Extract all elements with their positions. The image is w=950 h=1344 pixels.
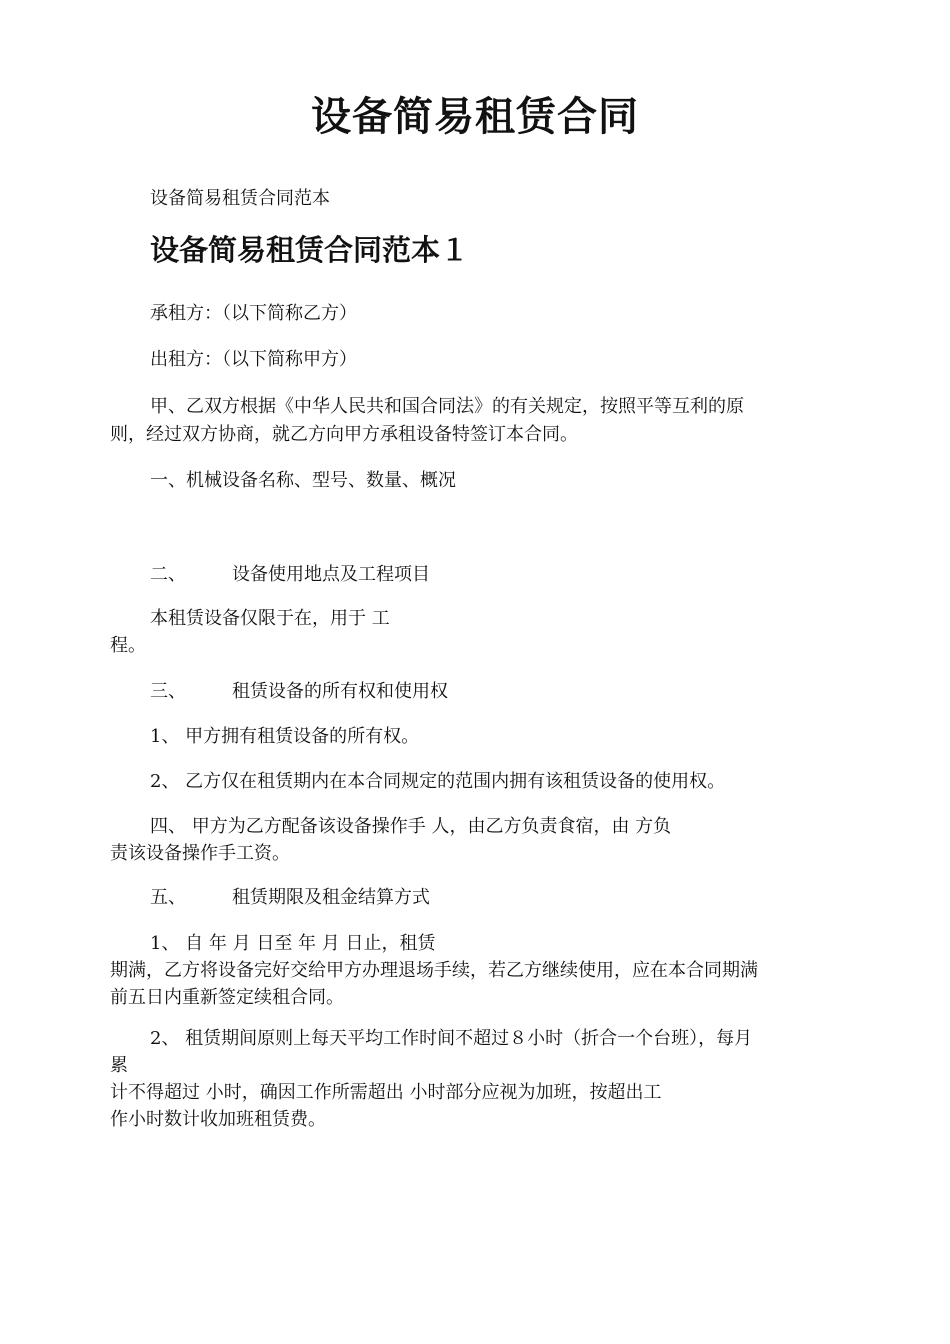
clause-5-item-2-line-2: 累 <box>110 1055 128 1076</box>
clause-3-item-1: 1、 甲方拥有租赁设备的所有权。 <box>150 726 420 747</box>
clause-2-text: 设备使用地点及工程项目 <box>232 564 430 585</box>
clause-5-item-2-line-1: 2、 租赁期间原则上每天平均工作时间不超过８小时（折合一个台班），每月 <box>150 1028 753 1049</box>
clause-5-heading <box>150 884 430 912</box>
clause-5-item-1-line-1: 1、 自 年 月 日至 年 月 日止，租赁 <box>150 933 436 954</box>
lessor-line: 出租方：（以下简称甲方） <box>150 349 357 370</box>
clause-3-text: 租赁设备的所有权和使用权 <box>232 681 448 702</box>
clause-2-number: 二、 <box>150 564 186 585</box>
clause-5-item-2-line-4: 作小时数计收加班租赁费。 <box>110 1109 326 1130</box>
document-subtitle: 设备简易租赁合同范本 <box>150 188 330 209</box>
lessee-line: 承租方：（以下简称乙方） <box>150 303 357 324</box>
intro-paragraph-line-2: 则，经过双方协商，就乙方向甲方承租设备特签订本合同。 <box>110 424 578 445</box>
clause-5-item-2-line-3: 计不得超过 小时，确因工作所需超出 小时部分应视为加班，按超出工 <box>110 1082 662 1103</box>
clause-4-line-2: 责该设备操作手工资。 <box>110 843 290 864</box>
clause-5-number: 五、 <box>150 887 186 908</box>
clause-2-body-line-2: 程。 <box>110 635 146 656</box>
clause-2-heading <box>150 561 430 589</box>
clause-1-heading: 一、机械设备名称、型号、数量、概况 <box>150 470 456 491</box>
document-title: 设备简易租赁合同 <box>311 93 639 140</box>
clause-3-number: 三、 <box>150 681 186 702</box>
clause-4-line-1: 四、 甲方为乙方配备该设备操作手 人，由乙方负责食宿，由 方负 <box>150 816 672 837</box>
clause-5-item-1-line-2: 期满，乙方将设备完好交给甲方办理退场手续，若乙方继续使用，应在本合同期满 <box>110 960 758 981</box>
section-heading: 设备简易租赁合同范本１ <box>150 233 470 267</box>
clause-5-text: 租赁期限及租金结算方式 <box>232 887 430 908</box>
clause-2-body-line-1: 本租赁设备仅限于在，用于 工 <box>150 608 390 629</box>
clause-3-heading <box>150 678 448 706</box>
intro-paragraph-line-1: 甲、乙双方根据《中华人民共和国合同法》的有关规定，按照平等互利的原 <box>150 396 744 417</box>
clause-3-item-2: 2、 乙方仅在租赁期内在本合同规定的范围内拥有该租赁设备的使用权。 <box>150 771 726 792</box>
clause-5-item-1-line-3: 前五日内重新签定续租合同。 <box>110 987 344 1008</box>
